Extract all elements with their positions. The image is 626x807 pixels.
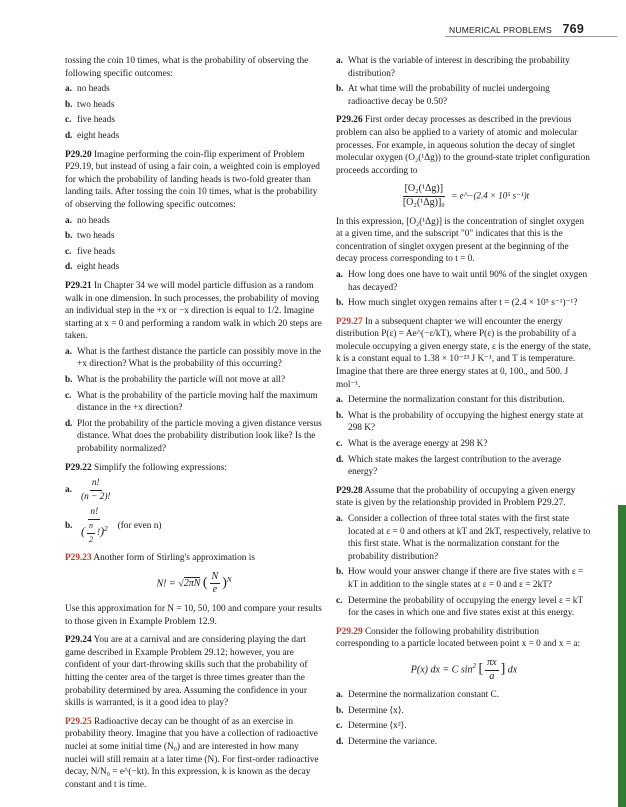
problem-p29-28 — [336, 485, 592, 510]
option-text: Determine the normalization constant C. — [348, 690, 500, 701]
page-number: 769 — [562, 22, 584, 36]
option-list — [336, 55, 592, 108]
option-item — [65, 246, 323, 259]
fraction-denominator: [O₂(¹Δg)]₀ — [402, 196, 445, 208]
option-text: two heads — [77, 99, 115, 110]
option-label: c. — [65, 390, 72, 401]
problem-text: In Chapter 34 we will model particle diffusion as a random walk in one dimension. In such processes, the probability of moving an individual step in the +x or −x direction is equal to 1/2. Imagine starting at x = 0 and performing a random walk in which 20 steps are taken. — [65, 280, 322, 342]
option-label: c. — [336, 439, 343, 450]
fraction-numerator: πx — [485, 657, 498, 671]
option-label: a. — [336, 269, 343, 280]
fraction — [485, 657, 498, 683]
option-label: b. — [65, 521, 73, 531]
problem-number: P29.20 — [65, 149, 92, 160]
fraction-numerator: [O₂(¹Δg)] — [403, 183, 445, 197]
option-label: b. — [336, 298, 344, 309]
option-list — [336, 513, 592, 620]
option-item — [65, 418, 323, 456]
option-item — [336, 566, 592, 591]
option-item — [336, 595, 592, 620]
problem-number: P29.22 — [65, 462, 92, 473]
problem-number: P29.24 — [65, 635, 92, 646]
option-label: c. — [65, 246, 72, 257]
equation-rhs: dx — [507, 664, 518, 676]
option-list — [65, 83, 323, 142]
option-text: Plot the probability of the particle moving a given distance versus distance. What does the probability distribution look like? Is the probability normalized? — [77, 418, 322, 455]
option-item — [65, 506, 323, 546]
fraction-denominator: (n − 2)! — [81, 491, 111, 502]
option-text: eight heads — [77, 262, 120, 273]
option-text: Which state makes the largest contribution to the average energy? — [348, 454, 562, 478]
note: (for even n) — [117, 521, 162, 531]
option-label: a. — [65, 84, 72, 95]
option-item — [336, 705, 592, 718]
problem-p29-21 — [65, 280, 323, 343]
option-text: How much singlet oxygen remains after t = (2.4 × 10⁵ s⁻¹)⁻¹? — [348, 298, 578, 309]
option-text: How would your answer change if there are five states with ε = kT in addition to the single states at ε = 0 and ε = 2kT? — [348, 567, 584, 590]
fraction — [79, 477, 113, 503]
problem-text: First order decay processes as described in the previous problem can also be applied to a variety of atomic and molecular processes. For example, in aqueous solution the decay of singlet molecular oxygen (O₂(¹Δg)) to the ground-state triplet configuration proceeds according to — [336, 115, 590, 176]
problem-p29-29 — [336, 626, 592, 651]
option-item — [336, 410, 592, 435]
problem-number: P29.29 — [336, 626, 363, 637]
option-label: b. — [336, 84, 344, 95]
running-header — [449, 22, 584, 36]
option-list — [336, 689, 592, 748]
problem-p29-26 — [336, 114, 592, 177]
option-item — [65, 390, 323, 415]
chapter-edge-tab — [618, 505, 626, 807]
fraction-denominator: e — [212, 584, 218, 596]
option-item — [65, 114, 323, 127]
option-label: a. — [336, 56, 343, 66]
problem-number: P29.21 — [65, 280, 92, 291]
option-text: no heads — [77, 84, 110, 95]
problem-p29-27 — [336, 316, 592, 392]
problem-number: P29.26 — [336, 115, 363, 126]
option-label: b. — [336, 705, 344, 716]
problem-number: P29.28 — [336, 485, 363, 496]
option-label: a. — [336, 395, 343, 406]
option-label: b. — [65, 99, 73, 110]
option-text: What is the farthest distance the particle can possibly move in the +x direction? What is the probability of this occurring? — [77, 346, 321, 370]
option-text: What is the probability of the particle moving half the maximum distance in the +x direction? — [77, 390, 318, 414]
option-text: two heads — [77, 231, 115, 242]
option-label: a. — [65, 215, 72, 226]
option-text: Determine ⟨x²⟩. — [348, 721, 407, 732]
fraction — [401, 183, 447, 209]
option-label: a. — [336, 514, 343, 524]
problem-p29-22 — [65, 462, 323, 475]
exponent: 2 — [104, 525, 108, 534]
equation-lhs: P(x) dx = C sin — [410, 664, 473, 676]
inner-numerator: n — [87, 520, 95, 534]
option-text: no heads — [77, 215, 110, 226]
option-item — [65, 261, 323, 274]
fraction-numerator: n! — [88, 506, 100, 520]
option-item — [65, 83, 323, 96]
exponent: N — [226, 575, 232, 584]
option-text: Determine the normalization constant for this distribution. — [348, 395, 565, 406]
sqrt-argument: 2πN — [183, 578, 201, 590]
option-item — [336, 720, 592, 733]
inner-fraction — [87, 520, 95, 546]
option-item — [336, 513, 592, 563]
option-item — [336, 83, 592, 108]
option-text: Consider a collection of three total states with the first state located at ε = 0 and others at kT and 2kT, respectively, relative to this first state. What is the normalization constant for the probability distribution? — [348, 514, 591, 562]
option-label: a. — [336, 690, 343, 701]
option-item — [336, 269, 592, 294]
option-item — [65, 99, 323, 112]
option-list — [336, 394, 592, 479]
equation-rhs: = e^−(2.4 × 10⁵ s⁻¹)t — [451, 190, 530, 201]
option-text: At what time will the probability of nuclei undergoing radioactive decay be 0.50? — [348, 84, 550, 107]
problem-text: Assume that the probability of occupying a given energy state is given by the relationship provided in Problem P29.27. — [336, 485, 576, 509]
continued-text: tossing the coin 10 times, what is the probability of observing the following specific outcomes: — [65, 56, 309, 79]
problem-number: P29.27 — [336, 316, 363, 327]
fraction-denominator: ( $\frac{n}{2}$ !)$^2$ — [79, 520, 110, 546]
probability-equation: P(x) dx = C $\sin^2$ [ $\frac{\pi x}{a}$ ] dx — [410, 656, 518, 682]
option-item — [336, 736, 592, 749]
problem-text: Another form of Stirling's approximation is — [93, 553, 255, 564]
factorial-sign: ! — [97, 528, 101, 539]
option-label: b. — [336, 410, 344, 421]
problem-number: P29.23 — [65, 553, 92, 564]
option-item — [65, 477, 323, 503]
option-text: five heads — [77, 115, 115, 126]
option-item — [65, 215, 323, 228]
option-label: b. — [336, 567, 344, 578]
option-list — [65, 346, 323, 456]
problem-p29-25 — [65, 716, 323, 792]
option-label: a. — [65, 346, 72, 357]
option-label: d. — [65, 130, 73, 141]
fraction — [210, 571, 221, 597]
option-label: b. — [65, 231, 73, 242]
problem-p29-20 — [65, 149, 323, 212]
option-item — [336, 454, 592, 479]
problem-p29-23 — [65, 552, 323, 565]
section-title: NUMERICAL PROBLEMS — [449, 25, 552, 35]
option-list — [336, 269, 592, 310]
fraction-numerator: n! — [90, 477, 102, 491]
option-item — [336, 394, 592, 407]
option-label: c. — [336, 721, 343, 732]
option-item — [65, 130, 323, 143]
inner-denominator: 2 — [89, 534, 93, 544]
header-rule — [445, 36, 617, 37]
option-item — [336, 438, 592, 451]
option-text: five heads — [77, 246, 115, 257]
option-text: What is the variable of interest in describing the probability distribution? — [348, 56, 570, 79]
option-item — [336, 689, 592, 702]
fraction — [79, 506, 110, 546]
option-label: d. — [65, 262, 73, 273]
option-item — [336, 55, 592, 80]
option-text: How long does one have to wait until 90% of the singlet oxygen has decayed? — [348, 269, 588, 293]
option-item — [65, 374, 323, 387]
problem-text: In a subsequent chapter we will encounter the energy distribution P(ε) = Ae^(−ε/kT), where P(ε) is the probability of a molecule occupying a given energy state, ε is the energy of the state, k is a constant equal to 1.38 × 10⁻²³ J K⁻¹, and T is temperature. Imagine that there are three energy states at 0, 100., and 500. J mol⁻¹. — [336, 316, 592, 390]
option-text: What is the probability the particle will not move at all? — [77, 375, 286, 386]
decay-equation — [336, 183, 592, 209]
fraction-numerator: N — [210, 571, 221, 585]
option-label: d. — [336, 454, 344, 465]
option-item — [336, 297, 592, 310]
option-list — [65, 215, 323, 274]
problem-text: Use this approximation for N = 10, 50, 100 and compare your results to those given in Example Problem 12.9. — [65, 603, 322, 627]
option-item — [65, 230, 323, 243]
option-label: d. — [65, 418, 73, 429]
stirling-equation: N! = √2πN ( $\frac{N}{e}$ )$^N$ — [156, 570, 232, 596]
option-text: What is the average energy at 298 K? — [348, 439, 488, 450]
equation-lhs: N! = — [156, 578, 179, 590]
problem-text: In this expression, [O₂(¹Δg)] is the concentration of singlet oxygen at a given time, and the subscript "0" indicates that this is the concentration of singlet oxygen present at the beginning of the decay process corresponding to t = 0. — [336, 216, 584, 265]
option-label: c. — [65, 115, 72, 126]
option-item — [65, 346, 323, 371]
left-column — [65, 55, 323, 794]
exponent: 2 — [472, 662, 476, 670]
problem-text: Imagine performing the coin-flip experiment of Problem P29.19, but instead of using a fair coin, a weighted coin is employed for which the probability of landing heads is two-fold greater than landing tails. After tossing the coin 10 times, what is the probability of observing the following specific outcomes: — [65, 149, 320, 210]
problem-text: You are at a carnival and are considering playing the dart game described in Example Problem 29.12; however, you are confident of your dart-throwing skills such that the probability of hitting the center area of the target is three times greater than the probability determined by area. Assuming the confidence in your skills is warranted, is it a good idea to play? — [65, 635, 308, 709]
option-text: Determine the variance. — [348, 736, 438, 747]
option-label: b. — [65, 375, 73, 386]
option-label: c. — [336, 595, 343, 606]
fraction-denominator: a — [489, 670, 495, 682]
problem-number: P29.25 — [65, 716, 92, 727]
option-text: Determine the probability of occupying the energy level ε = kT for the cases in which one and five states exist at this energy. — [348, 595, 583, 619]
problem-text: Consider the following probability distribution corresponding to a particle located between point x = 0 and x = a: — [336, 626, 581, 650]
option-text: What is the probability of occupying the highest energy state at 298 K? — [348, 410, 584, 434]
problem-text: Simplify the following expressions: — [93, 462, 227, 473]
problem-p29-24 — [65, 634, 323, 710]
option-text: Determine ⟨x⟩. — [348, 705, 404, 716]
right-column — [336, 55, 592, 752]
option-text: eight heads — [77, 130, 120, 141]
option-label: a. — [65, 485, 72, 496]
option-label: d. — [336, 736, 344, 747]
problem-text: Radioactive decay can be thought of as an exercise in probability theory. Imagine that you have a collection of radioactive nuclei at some initial time (N₀) and are interested in how many nuclei will still remain at a later time (N). For first-order radioactive decay, N/N₀ = e^(−kt). In this expression, k is known as the decay constant and t is time. — [65, 716, 319, 790]
